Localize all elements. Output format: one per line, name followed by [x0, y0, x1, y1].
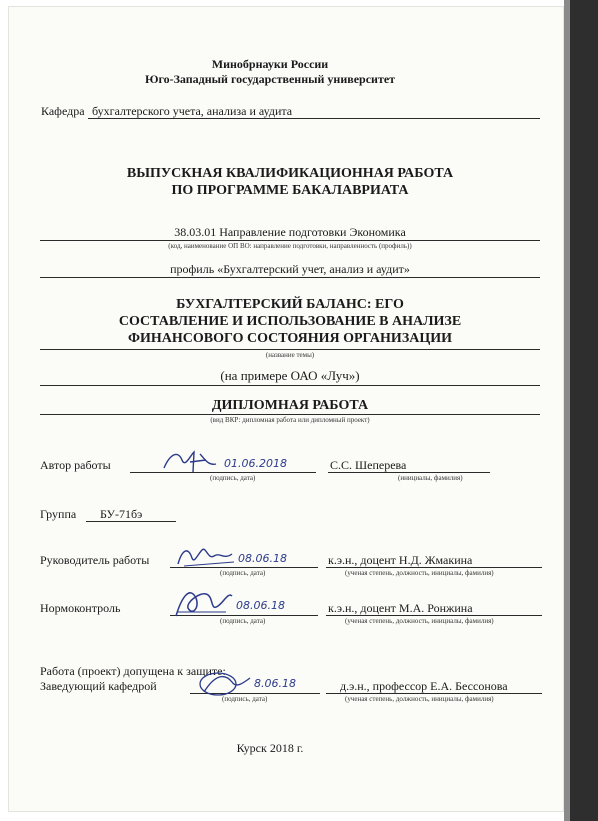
group-value: БУ-71бэ — [100, 507, 143, 521]
head-name-note: (ученая степень, должность, инициалы, фамилия) — [345, 695, 494, 703]
head-name: д.э.н., профессор Е.А. Бессонова — [340, 679, 508, 693]
supervisor-name-note: (ученая степень, должность, инициалы, фамилия) — [345, 569, 494, 577]
normcontrol-name-line — [326, 615, 542, 616]
normcontrol-signature-icon — [170, 582, 236, 622]
head-name-line — [326, 693, 542, 694]
topic-line1: БУХГАЛТЕРСКИЙ БАЛАНС: ЕГО — [176, 297, 404, 312]
normcontrol-label: Нормоконтроль — [40, 601, 121, 615]
direction-underline — [40, 240, 540, 241]
author-signature-icon — [160, 446, 220, 476]
topic-note: (название темы) — [265, 351, 315, 359]
topic-underline — [40, 349, 540, 350]
supervisor-date: 08.06.18 — [238, 552, 287, 565]
work-type-line1: ВЫПУСКНАЯ КВАЛИФИКАЦИОННАЯ РАБОТА — [126, 166, 454, 181]
city-year: Курск 2018 г. — [236, 741, 304, 755]
author-name: С.С. Шеперева — [330, 458, 407, 472]
author-signature-line — [130, 472, 316, 473]
direction-note: (код, наименование ОП ВО: направление подготовки, направленность (профиль)) — [168, 242, 412, 250]
normcontrol-date: 08.06.18 — [236, 599, 285, 612]
scanner-edge-highlight — [564, 0, 570, 821]
doc-kind-underline — [40, 414, 540, 415]
university-name: Юго-Западный государственный университет — [144, 72, 396, 86]
author-label: Автор работы — [40, 458, 111, 472]
supervisor-label: Руководитель работы — [40, 553, 150, 567]
profile-value: профиль «Бухгалтерский учет, анализ и аудит» — [170, 262, 410, 276]
supervisor-signature-icon — [174, 540, 238, 570]
normcontrol-name-note: (ученая степень, должность, инициалы, фамилия) — [345, 617, 494, 625]
supervisor-name-line — [326, 567, 542, 568]
topic-line3: ФИНАНСОВОГО СОСТОЯНИЯ ОРГАНИЗАЦИИ — [128, 331, 452, 346]
supervisor-sig-note: (подпись, дата) — [220, 569, 266, 577]
group-label: Группа — [40, 507, 77, 521]
work-type-line2: ПО ПРОГРАММЕ БАКАЛАВРИАТА — [171, 183, 409, 198]
ministry-name: Минобрнауки России — [211, 57, 329, 71]
author-sig-note: (подпись, дата) — [210, 474, 256, 482]
topic-example-underline — [40, 385, 540, 386]
normcontrol-name: к.э.н., доцент М.А. Ронжина — [328, 601, 473, 615]
group-underline — [86, 521, 176, 522]
doc-kind-note: (вид ВКР: дипломная работа или дипломный проект) — [210, 416, 370, 424]
department-value: бухгалтерского учета, анализа и аудита — [92, 104, 293, 118]
author-name-line — [328, 472, 490, 473]
profile-underline — [40, 277, 540, 278]
direction-value: 38.03.01 Направление подготовки Экономика — [174, 225, 406, 239]
topic-line2: СОСТАВЛЕНИЕ И ИСПОЛЬЗОВАНИЕ В АНАЛИЗЕ — [118, 314, 462, 329]
department-underline — [88, 118, 540, 119]
head-sig-note: (подпись, дата) — [222, 695, 268, 703]
normcontrol-sig-note: (подпись, дата) — [220, 617, 266, 625]
head-label: Заведующий кафедрой — [40, 679, 157, 693]
author-date: 01.06.2018 — [224, 457, 287, 470]
department-label: Кафедра — [41, 104, 85, 118]
topic-example: (на примере ОАО «Луч») — [220, 368, 360, 383]
author-name-note: (инициалы, фамилия) — [398, 474, 463, 482]
doc-kind-value: ДИПЛОМНАЯ РАБОТА — [211, 398, 369, 413]
admission-text: Работа (проект) допущена к защите: — [40, 664, 226, 678]
supervisor-name: к.э.н., доцент Н.Д. Жмакина — [328, 553, 473, 567]
head-date: 8.06.18 — [254, 677, 296, 690]
